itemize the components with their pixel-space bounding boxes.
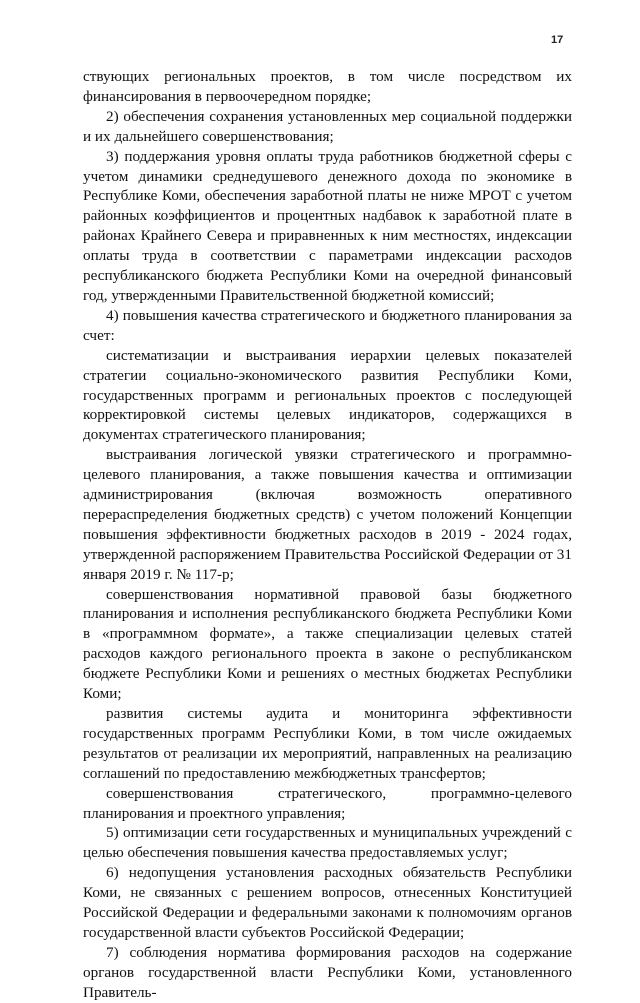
- paragraph-item-4: 4) повышения качества стратегического и бюджетного планирования за счет:: [83, 306, 572, 344]
- paragraph-continuation: ствующих региональных проектов, в том числе посредством их финансирования в первоочередном порядке;: [83, 68, 572, 105]
- paragraph-subitem-regulatory-base: совершенствования нормативной правовой базы бюджетного планирования и исполнения республиканского бюджета Республики Коми в «программном формате», а также специализации целевых статей расходов каждого регионального проекта в законе о республиканском бюджете Республики Коми и решениях о местных бюджетах Республики Коми;: [83, 585, 572, 703]
- paragraph-item-2: 2) обеспечения сохранения установленных мер социальной поддержки и их дальнейшего совершенствования;: [83, 107, 572, 145]
- paragraph-subitem-systematization: систематизации и выстраивания иерархии целевых показателей стратегии социально-экономического развития Республики Коми, государственных программ и региональных проектов с последующей корректировкой системы целевых индикаторов, содержащихся в документах стратегического планирования;: [83, 346, 572, 444]
- page-number: 17: [551, 34, 564, 46]
- paragraph-subitem-audit: развития системы аудита и мониторинга эффективности государственных программ Республики Коми, в том числе ожидаемых результатов от реализации их мероприятий, направленных на реализацию соглашений по предоставлению межбюджетных трансфертов;: [83, 705, 572, 782]
- paragraph-item-3: 3) поддержания уровня оплаты труда работников бюджетной сферы с учетом динамики среднедушевого денежного дохода по экономике в Республике Коми, обеспечения заработной платы не ниже МРОТ с учетом районных коэффициентов и процентных надбавок к заработной плате в районах Крайнего Севера и приравненных к ним местностях, индексации оплаты труда в соответствии с параметрами индексации расходов республиканского бюджета Республики Коми на очередной финансовый год, утвержденными Правительственной бюджетной комиссий;: [83, 147, 572, 304]
- paragraph-subitem-strategic-planning: совершенствования стратегического, программно-целевого планирования и проектного управления;: [83, 784, 572, 822]
- paragraph-item-6: 6) недопущения установления расходных обязательств Республики Коми, не связанных с решением вопросов, отнесенных Конституцией Российской Федерации и федеральными законами к полномочиям органов государственной власти субъектов Российской Федерации;: [83, 864, 572, 941]
- paragraph-item-7: 7) соблюдения норматива формирования расходов на содержание органов государственной власти Республики Коми, установленного Правитель-: [83, 943, 572, 1001]
- paragraph-subitem-alignment: выстраивания логической увязки стратегического и программно-целевого планирования, а также повышения качества и оптимизации администрирования (включая возможность оперативного перераспределения бюджетных средств) с учетом положений Концепции повышения эффективности бюджетных расходов в 2019 - 2024 годах, утвержденной распоряжением Правительства Российской Федерации от 31 января 2019 г. № 117-р;: [83, 446, 572, 583]
- document-body: [83, 67, 572, 1003]
- paragraph-item-5: 5) оптимизации сети государственных и муниципальных учреждений с целью обеспечения повышения качества предоставляемых услуг;: [83, 824, 572, 862]
